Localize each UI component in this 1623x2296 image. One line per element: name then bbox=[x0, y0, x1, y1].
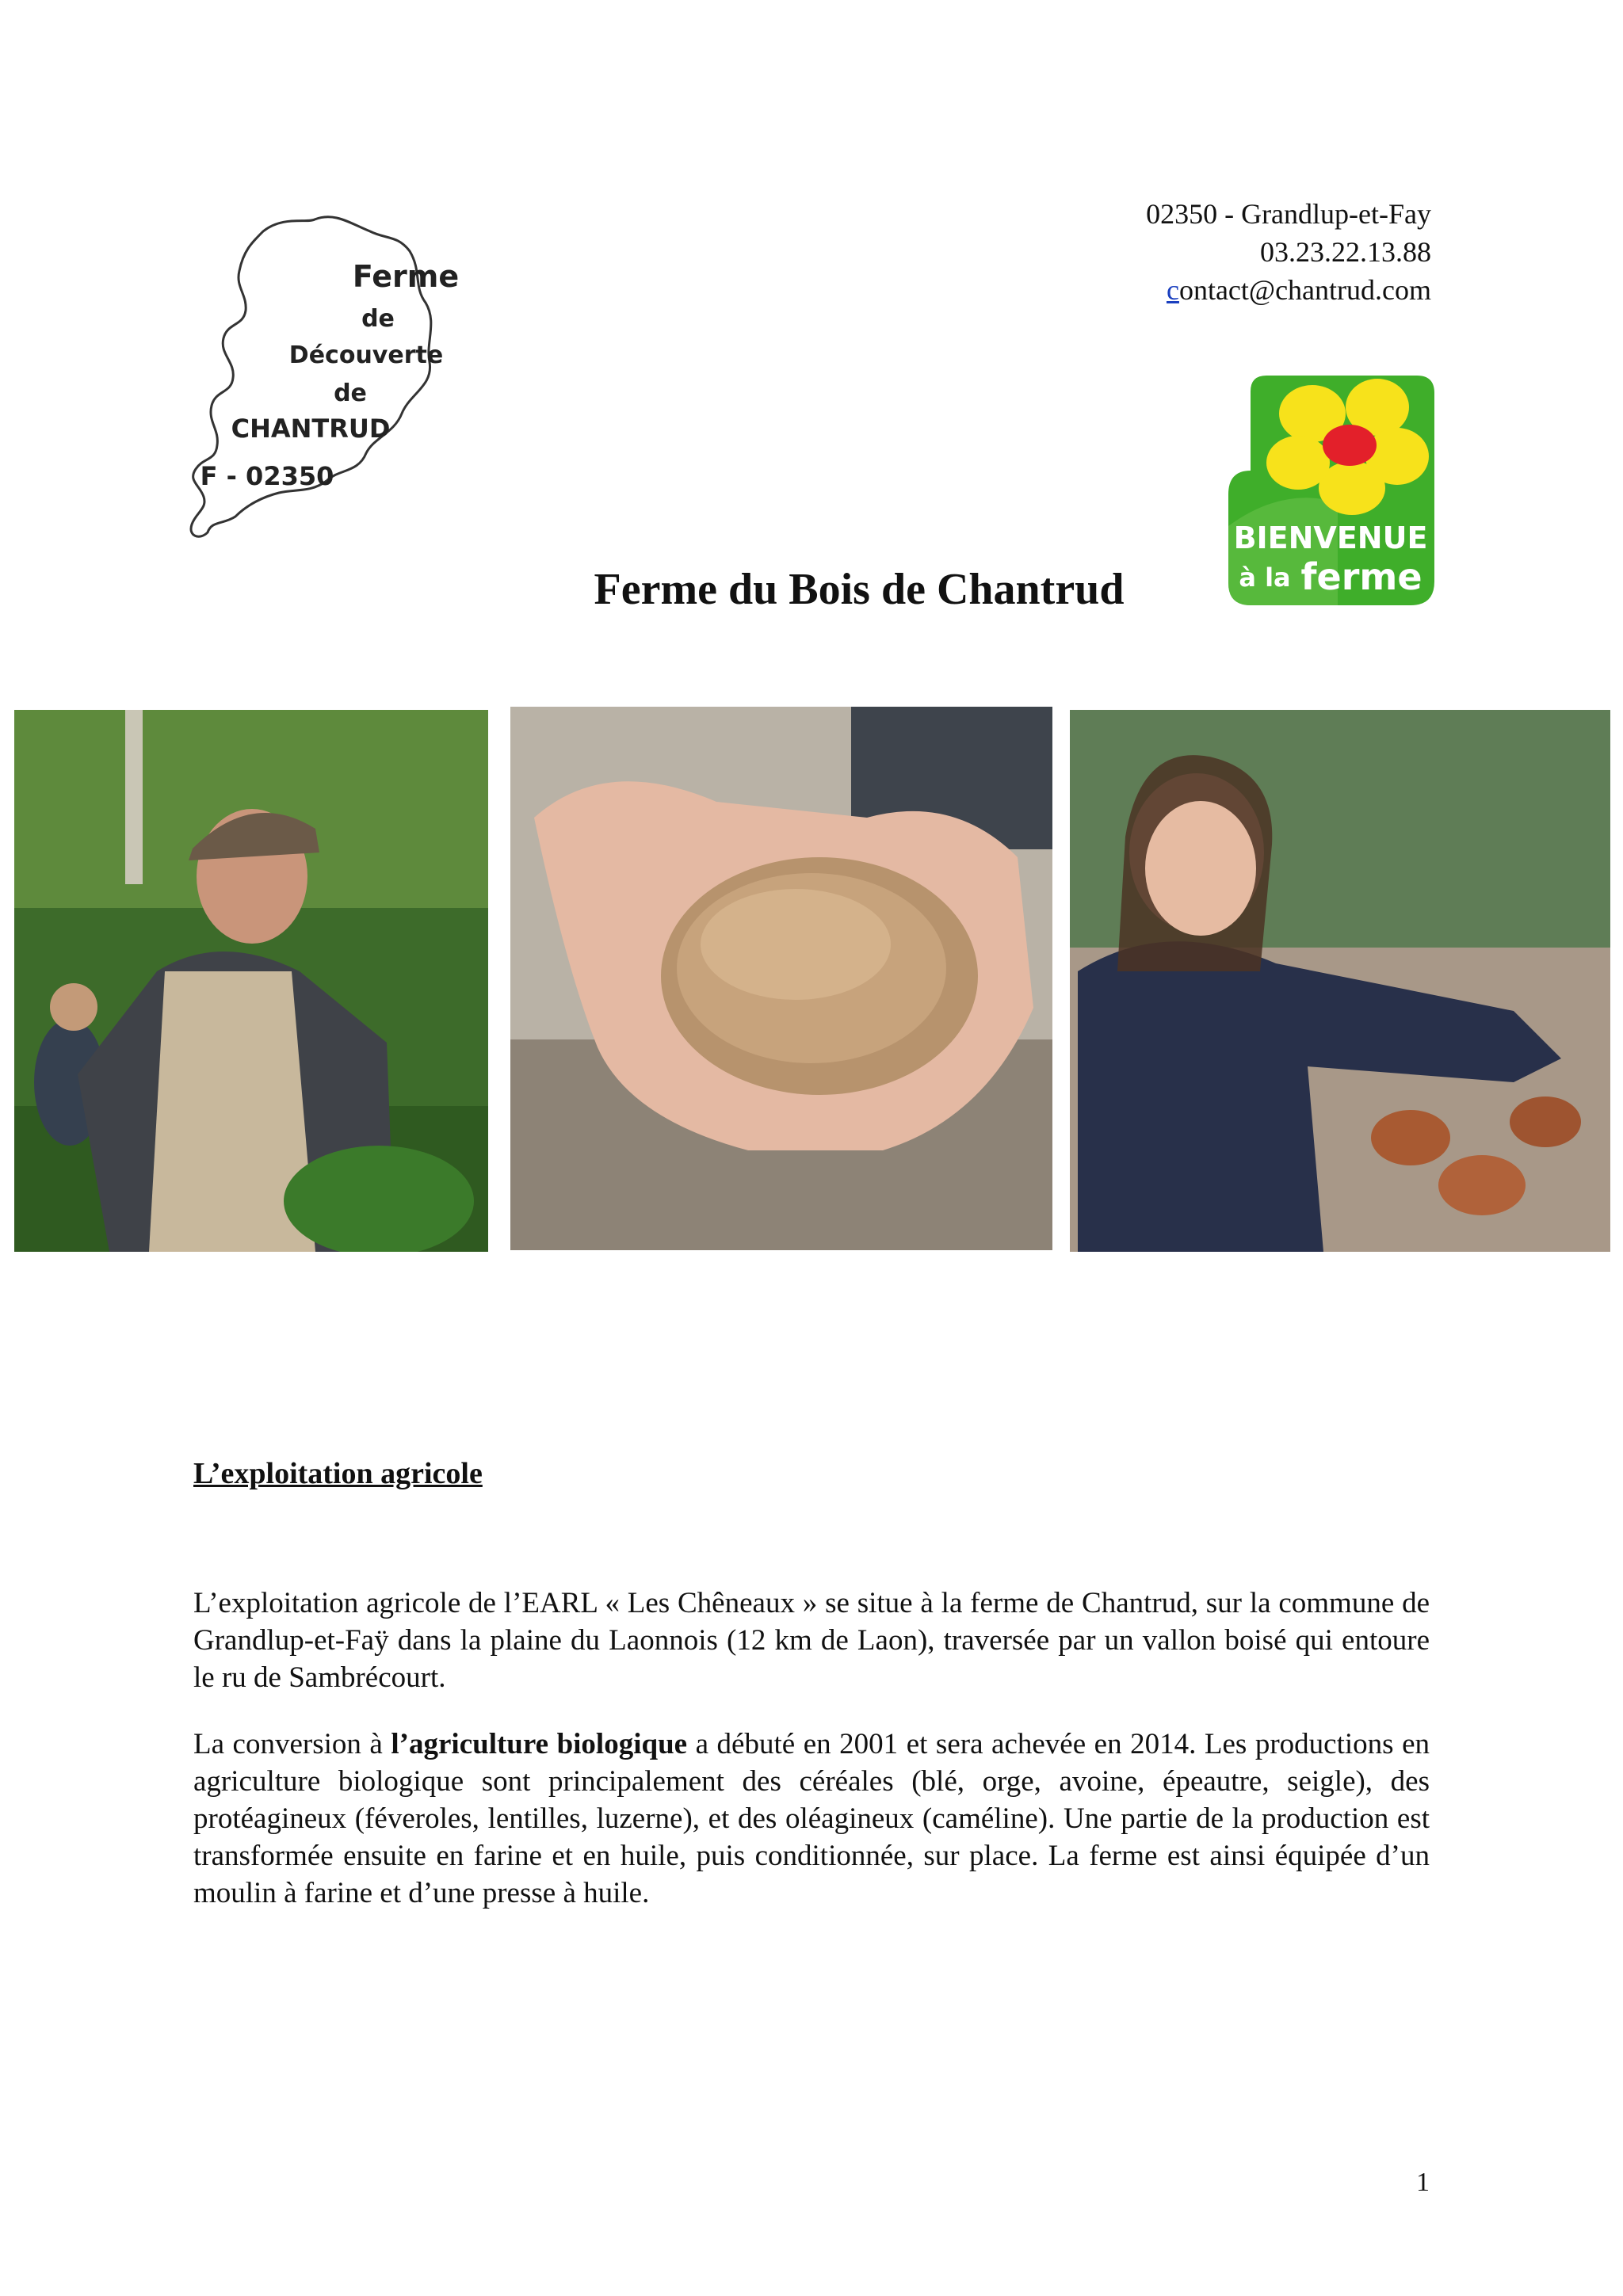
contact-block bbox=[1146, 195, 1431, 309]
section-heading: L’exploitation agricole bbox=[193, 1457, 483, 1490]
farm-map-logo bbox=[144, 208, 493, 548]
logo-text-a-la: à la bbox=[1239, 563, 1291, 593]
logo-text-bienvenue: BIENVENUE bbox=[1233, 521, 1428, 555]
logo-text-ferme: Ferme bbox=[352, 259, 460, 294]
logo-text-chantrud: CHANTRUD bbox=[231, 414, 391, 444]
phone-number: 03.23.22.13.88 bbox=[1260, 236, 1431, 268]
photo-girl-feeding-chickens bbox=[1070, 710, 1610, 1252]
logo-text-decouverte: Découverte bbox=[288, 341, 444, 369]
address: 02350 - Grandlup-et-Fay bbox=[1146, 198, 1431, 230]
logo-text-postcode: F - 02350 bbox=[200, 461, 334, 491]
logo-text-ferme: ferme bbox=[1300, 555, 1423, 598]
logo-text-de-1: de bbox=[361, 305, 395, 333]
paragraph-conversion-rest: a débuté en 2001 et sera achevée en 2014. Les productions en agriculture biologique sont principalement des céréales (blé, orge, avoine, épeautre, seigle), des protéagineux (féveroles, lentilles, luzerne), et des oléagineux (caméline). Une partie de la production est transformée ensuite en farine et en huile, puis conditionnée, sur place. La ferme est ainsi équipée d’un moulin à farine et d’une presse à huile. bbox=[193, 1728, 1430, 1909]
photo-farmer-with-plants bbox=[14, 710, 488, 1252]
paragraph-conversion bbox=[193, 1726, 1430, 1912]
email-link[interactable] bbox=[1146, 271, 1431, 309]
email-link-rest[interactable]: ontact@chantrud.com bbox=[1178, 274, 1431, 306]
paragraph-conversion-start: La conversion à bbox=[193, 1728, 391, 1760]
email-link-first-letter[interactable]: c bbox=[1166, 274, 1179, 306]
paragraph-conversion-bold: l’agriculture biologique bbox=[391, 1728, 688, 1760]
paragraph-exploitation: L’exploitation agricole de l’EARL « Les Chêneaux » se situe à la ferme de Chantrud, sur la commune de Grandlup-et-Faÿ dans la plaine du Laonnois (12 km de Laon), traversée par un vallon boisé qui entoure le ru de Sambrécourt. bbox=[193, 1587, 1430, 1694]
photo-hands-holding-grain bbox=[510, 707, 1052, 1250]
logo-text-de-2: de bbox=[334, 379, 367, 407]
page-title: Ferme du Bois de Chantrud bbox=[594, 565, 1125, 614]
page-number: 1 bbox=[1416, 2168, 1430, 2197]
